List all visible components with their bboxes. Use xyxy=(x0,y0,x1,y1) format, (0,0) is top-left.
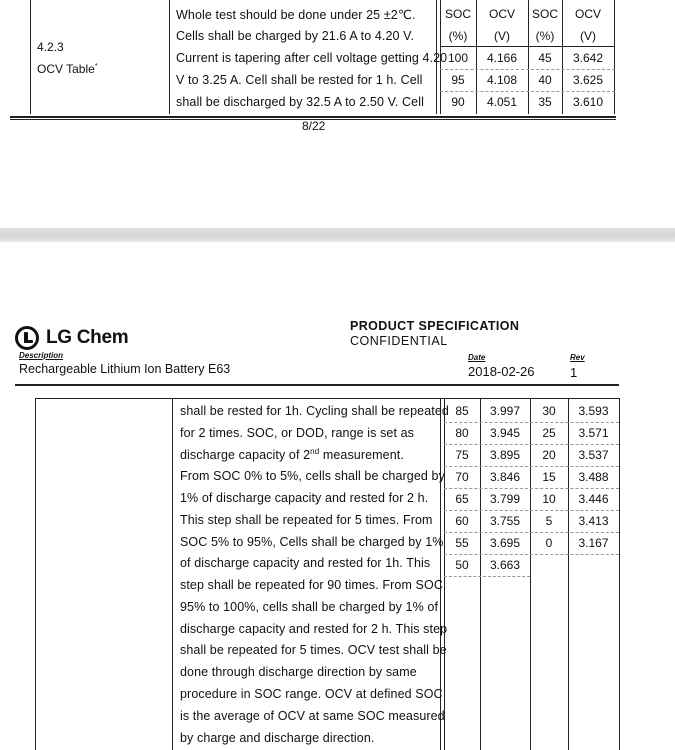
header-unit: (V) xyxy=(580,29,596,43)
table-cell: 0 xyxy=(545,536,553,550)
paragraph-line: 1% of discharge capacity and rested for 2 h. xyxy=(180,491,429,505)
rev-value: 1 xyxy=(570,365,578,380)
table-cell: 85 xyxy=(455,404,469,418)
paragraph-line: procedure in SOC range. OCV at defined SOC xyxy=(180,687,443,701)
table-cell: 60 xyxy=(455,514,469,528)
paragraph-line: for 2 times. SOC, or DOD, range is set as xyxy=(180,426,415,440)
paragraph-line: From SOC 0% to 5%, cells shall be charged by xyxy=(180,469,445,483)
table-cell: 3.488 xyxy=(578,470,609,484)
table-cell: 3.537 xyxy=(578,448,609,462)
page-number: 8/22 xyxy=(302,119,326,133)
table-cell: 3.167 xyxy=(578,536,609,550)
table-cell: 3.610 xyxy=(572,95,604,109)
paragraph-line: discharge capacity of 2nd measurement. xyxy=(180,447,404,463)
table-cell: 3.413 xyxy=(578,514,609,528)
paragraph-line: This step shall be repeated for 5 times. From xyxy=(180,513,433,527)
paragraph-line: shall be discharged by 32.5 A to 2.50 V. Cell xyxy=(176,95,424,109)
table-cell: 30 xyxy=(542,404,556,418)
table-cell: 55 xyxy=(455,536,469,550)
table-cell: 3.571 xyxy=(578,426,609,440)
description-value: Rechargeable Lithium Ion Battery E63 xyxy=(19,362,231,376)
table-cell: 3.625 xyxy=(572,73,604,87)
spec-title: PRODUCT SPECIFICATION xyxy=(350,319,520,333)
table-cell: 3.997 xyxy=(489,404,521,418)
header-ocv: OCV xyxy=(574,7,601,21)
section-number: 4.2.3 xyxy=(37,40,64,54)
table-cell: 4.051 xyxy=(486,95,518,109)
paragraph-line: done through discharge direction by same xyxy=(180,665,417,679)
table-cell: 50 xyxy=(455,558,469,572)
paragraph-line: step shall be repeated for 90 times. From SOC xyxy=(180,578,443,592)
table-cell: 35 xyxy=(538,95,552,109)
company-name: LG Chem xyxy=(46,327,129,348)
table-cell: 3.695 xyxy=(489,536,521,550)
paragraph-line: by charge and discharge direction. xyxy=(180,731,375,745)
table-cell: 95 xyxy=(451,73,465,87)
paragraph-line: discharge capacity and rested for 2 h. This step xyxy=(180,622,448,636)
page-separator xyxy=(0,228,675,242)
table-cell: 3.446 xyxy=(578,492,609,506)
header-soc: SOC xyxy=(444,7,471,21)
table-cell: 70 xyxy=(455,470,469,484)
table-cell: 80 xyxy=(455,426,469,440)
header-rule xyxy=(15,384,619,386)
table-cell: 4.166 xyxy=(486,51,518,65)
table-cell: 3.642 xyxy=(572,51,604,65)
ocv-table-top xyxy=(30,0,615,114)
table-cell: 5 xyxy=(545,514,553,528)
paragraph-line: is the average of OCV at same SOC measured xyxy=(180,709,445,723)
table-cell: 3.799 xyxy=(489,492,521,506)
header-unit: (%) xyxy=(535,29,555,43)
table-cell: 10 xyxy=(542,492,556,506)
lg-logo-icon xyxy=(15,326,39,350)
date-value: 2018-02-26 xyxy=(468,364,535,379)
paragraph-line: Cells shall be charged by 21.6 A to 4.20 V. xyxy=(176,29,415,43)
paragraph-line: SOC 5% to 95%, Cells shall be charged by 1% xyxy=(180,535,444,549)
section-title: OCV Table* xyxy=(37,62,98,76)
paragraph-line: V to 3.25 A. Cell shall be rested for 1 h. Cell xyxy=(176,73,423,87)
header-soc: SOC xyxy=(531,7,558,21)
table-cell: 25 xyxy=(542,426,556,440)
paragraph-line: 95% to 100%, cells shall be charged by 1% of xyxy=(180,600,439,614)
table-cell: 3.663 xyxy=(489,558,521,572)
header-unit: (V) xyxy=(494,29,510,43)
table-cell: 3.846 xyxy=(489,470,521,484)
header-ocv: OCV xyxy=(488,7,515,21)
table-cell: 45 xyxy=(538,51,552,65)
confidential-label: CONFIDENTIAL xyxy=(350,334,448,348)
paragraph-line: Whole test should be done under 25 ±2℃. xyxy=(176,8,416,22)
paragraph-line: of discharge capacity and rested for 1h. This xyxy=(180,556,431,570)
table-cell: 3.945 xyxy=(489,426,521,440)
table-cell: 100 xyxy=(447,51,469,65)
table-cell: 75 xyxy=(455,448,469,462)
table-cell: 20 xyxy=(542,448,556,462)
table-cell: 40 xyxy=(538,73,552,87)
table-cell: 90 xyxy=(451,95,465,109)
paragraph-line: Current is tapering after cell voltage getting 4.20 xyxy=(176,51,448,65)
table-cell: 3.593 xyxy=(578,404,609,418)
rev-label: Rev xyxy=(570,353,585,362)
table-cell: 15 xyxy=(542,470,556,484)
description-label: Description xyxy=(19,351,64,360)
table-cell: 3.895 xyxy=(489,448,521,462)
paragraph-line: shall be repeated for 5 times. OCV test shall be xyxy=(180,643,447,657)
table-cell: 3.755 xyxy=(489,514,521,528)
table-cell: 65 xyxy=(455,492,469,506)
table-cell: 4.108 xyxy=(486,73,518,87)
date-label: Date xyxy=(468,353,486,362)
paragraph-line: shall be rested for 1h. Cycling shall be repeated xyxy=(180,404,449,418)
header-unit: (%) xyxy=(448,29,468,43)
